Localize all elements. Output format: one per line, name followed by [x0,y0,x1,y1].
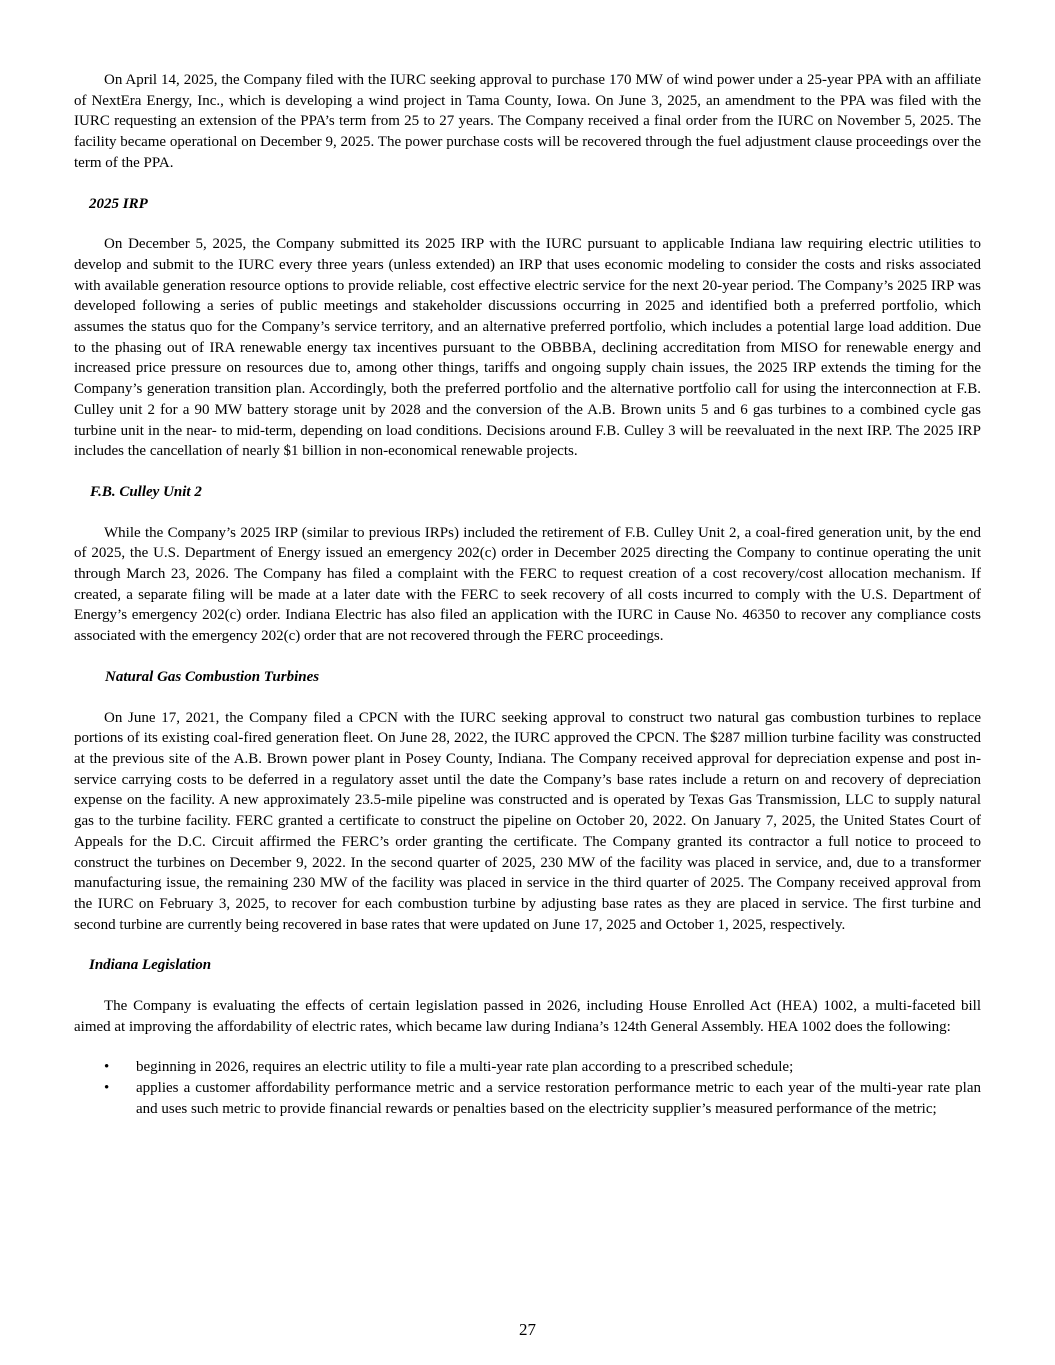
bullet-text: beginning in 2026, requires an electric utility to file a multi-year rate plan according to a prescribed schedule; [136,1059,794,1076]
paragraph-natural-gas-turbines: On June 17, 2021, the Company filed a CPCN with the IURC seeking approval to construct two natural gas combustion turbines to replace portions of its existing coal-fired generation fleet. On June 28, 2022, the IURC approved the CPCN. The $287 million turbine facility was constructed at the previous site of the A.B. Brown power plant in Posey County, Indiana. The Company received approval for depreciation expense and post in-service carrying costs to be deferred in a regulatory asset until the date the Company’s base rates include a return on and recovery of depreciation expense on the facility. A new approximately 23.5-mile pipeline was constructed and is operated by Texas Gas Transmission, LLC to supply natural gas to the turbine facility. FERC granted a certificate to construct the pipeline on October 20, 2022. On January 7, 2025, the United States Court of Appeals for the D.C. Circuit affirmed the FERC’s order granting the certificate. The Company granted its contractor a full notice to proceed to construct the turbines on December 9, 2022. In the second quarter of 2025, 230 MW of the facility was placed in service, and, due to a transformer manufacturing issue, the remaining 230 MW of the facility was placed in service in the third quarter of 2025. The Company received approval from the IURC on February 3, 2025, to recover for each combustion turbine by adjusting base rates as they are placed in service. The first turbine and second turbine are currently being recovered in base rates that were updated on June 17, 2025 and October 1, 2025, respectively. [74,709,981,933]
heading-2025-irp: 2025 IRP [89,195,148,212]
bullet-text: applies a customer affordability performance metric and a service restoration performance metric to each year of the multi-year rate plan and uses such metric to provide financial rewards or penalties based on the electricity supplier’s measured performance of the metric; [136,1080,981,1117]
heading-fb-culley-unit-2: F.B. Culley Unit 2 [90,483,202,500]
bullet-item [74,1078,981,1119]
paragraph-2025-irp: On December 5, 2025, the Company submitted its 2025 IRP with the IURC pursuant to applicable Indiana law requiring electric utilities to develop and submit to the IURC every three years (unless extended) an IRP that uses economic modeling to consider the costs and risks associated with available generation resource options to provide reliable, cost effective electric service for the next 20-year period. The Company’s 2025 IRP was developed following a series of public meetings and stakeholder discussions occurring in 2025 and identified both a preferred portfolio, which assumes the status quo for the Company’s service territory, and an alternative preferred portfolio, which includes a potential large load addition. Due to the phasing out of IRA renewable energy tax incentives pursuant to the OBBBA, declining accreditation from MISO for renewable energy and increased price pressure on resources due to, among other things, tariffs and ongoing supply chain issues, the 2025 IRP extends the timing for the Company’s generation transition plan. Accordingly, both the preferred portfolio and the alternative portfolio call for using the interconnection at F.B. Culley unit 2 for a 90 MW battery storage unit by 2028 and the conversion of the A.B. Brown units 5 and 6 gas turbines to a combined cycle gas turbine unit in the near- to mid-term, depending on load conditions. Decisions around F.B. Culley 3 will be reevaluated in the next IRP. The 2025 IRP includes the cancellation of nearly $1 billion in non-economical renewable projects. [74,236,981,460]
heading-natural-gas-turbines: Natural Gas Combustion Turbines [105,668,320,685]
paragraph-indiana-legislation: The Company is evaluating the effects of certain legislation passed in 2026, including House Enrolled Act (HEA) 1002, a multi-faceted bill aimed at improving the affordability of electric rates, which became law during Indiana’s 124th General Assembly. HEA 1002 does the following: [74,998,981,1035]
page-number: 27 [519,1320,536,1339]
heading-indiana-legislation: Indiana Legislation [89,957,212,974]
bullet-item [74,1057,981,1078]
bullet-icon: • [104,1059,110,1076]
page-content [74,70,981,1120]
hea-1002-bullet-list [74,1057,981,1119]
paragraph-fb-culley-unit-2: While the Company’s 2025 IRP (similar to previous IRPs) included the retirement of F.B. Culley Unit 2, a coal-fired generation unit, by the end of 2025, the U.S. Department of Energy issued an emergency 202(c) order in December 2025 directing the Company to continue operating the unit through March 23, 2026. The Company has filed a complaint with the FERC to request creation of a cost recovery/cost allocation mechanism. If created, a separate filing will be made at a later date with the FERC to seek recovery of all costs incurred to comply with the U.S. Department of Energy’s emergency 202(c) order. Indiana Electric has also filed an application with the IURC in Cause No. 46350 to recover any compliance costs associated with the emergency 202(c) order that are not recovered through the FERC proceedings. [74,524,981,645]
bullet-icon: • [104,1080,110,1097]
paragraph-wind-ppa: On April 14, 2025, the Company filed with the IURC seeking approval to purchase 170 MW of wind power under a 25-year PPA with an affiliate of NextEra Energy, Inc., which is developing a wind project in Tama County, Iowa. On June 3, 2025, an amendment to the PPA was filed with the IURC requesting an extension of the PPA’s term from 25 to 27 years. The Company received a final order from the IURC on November 5, 2025. The facility became operational on December 9, 2025. The power purchase costs will be recovered through the fuel adjustment clause proceedings over the term of the PPA. [74,72,981,171]
